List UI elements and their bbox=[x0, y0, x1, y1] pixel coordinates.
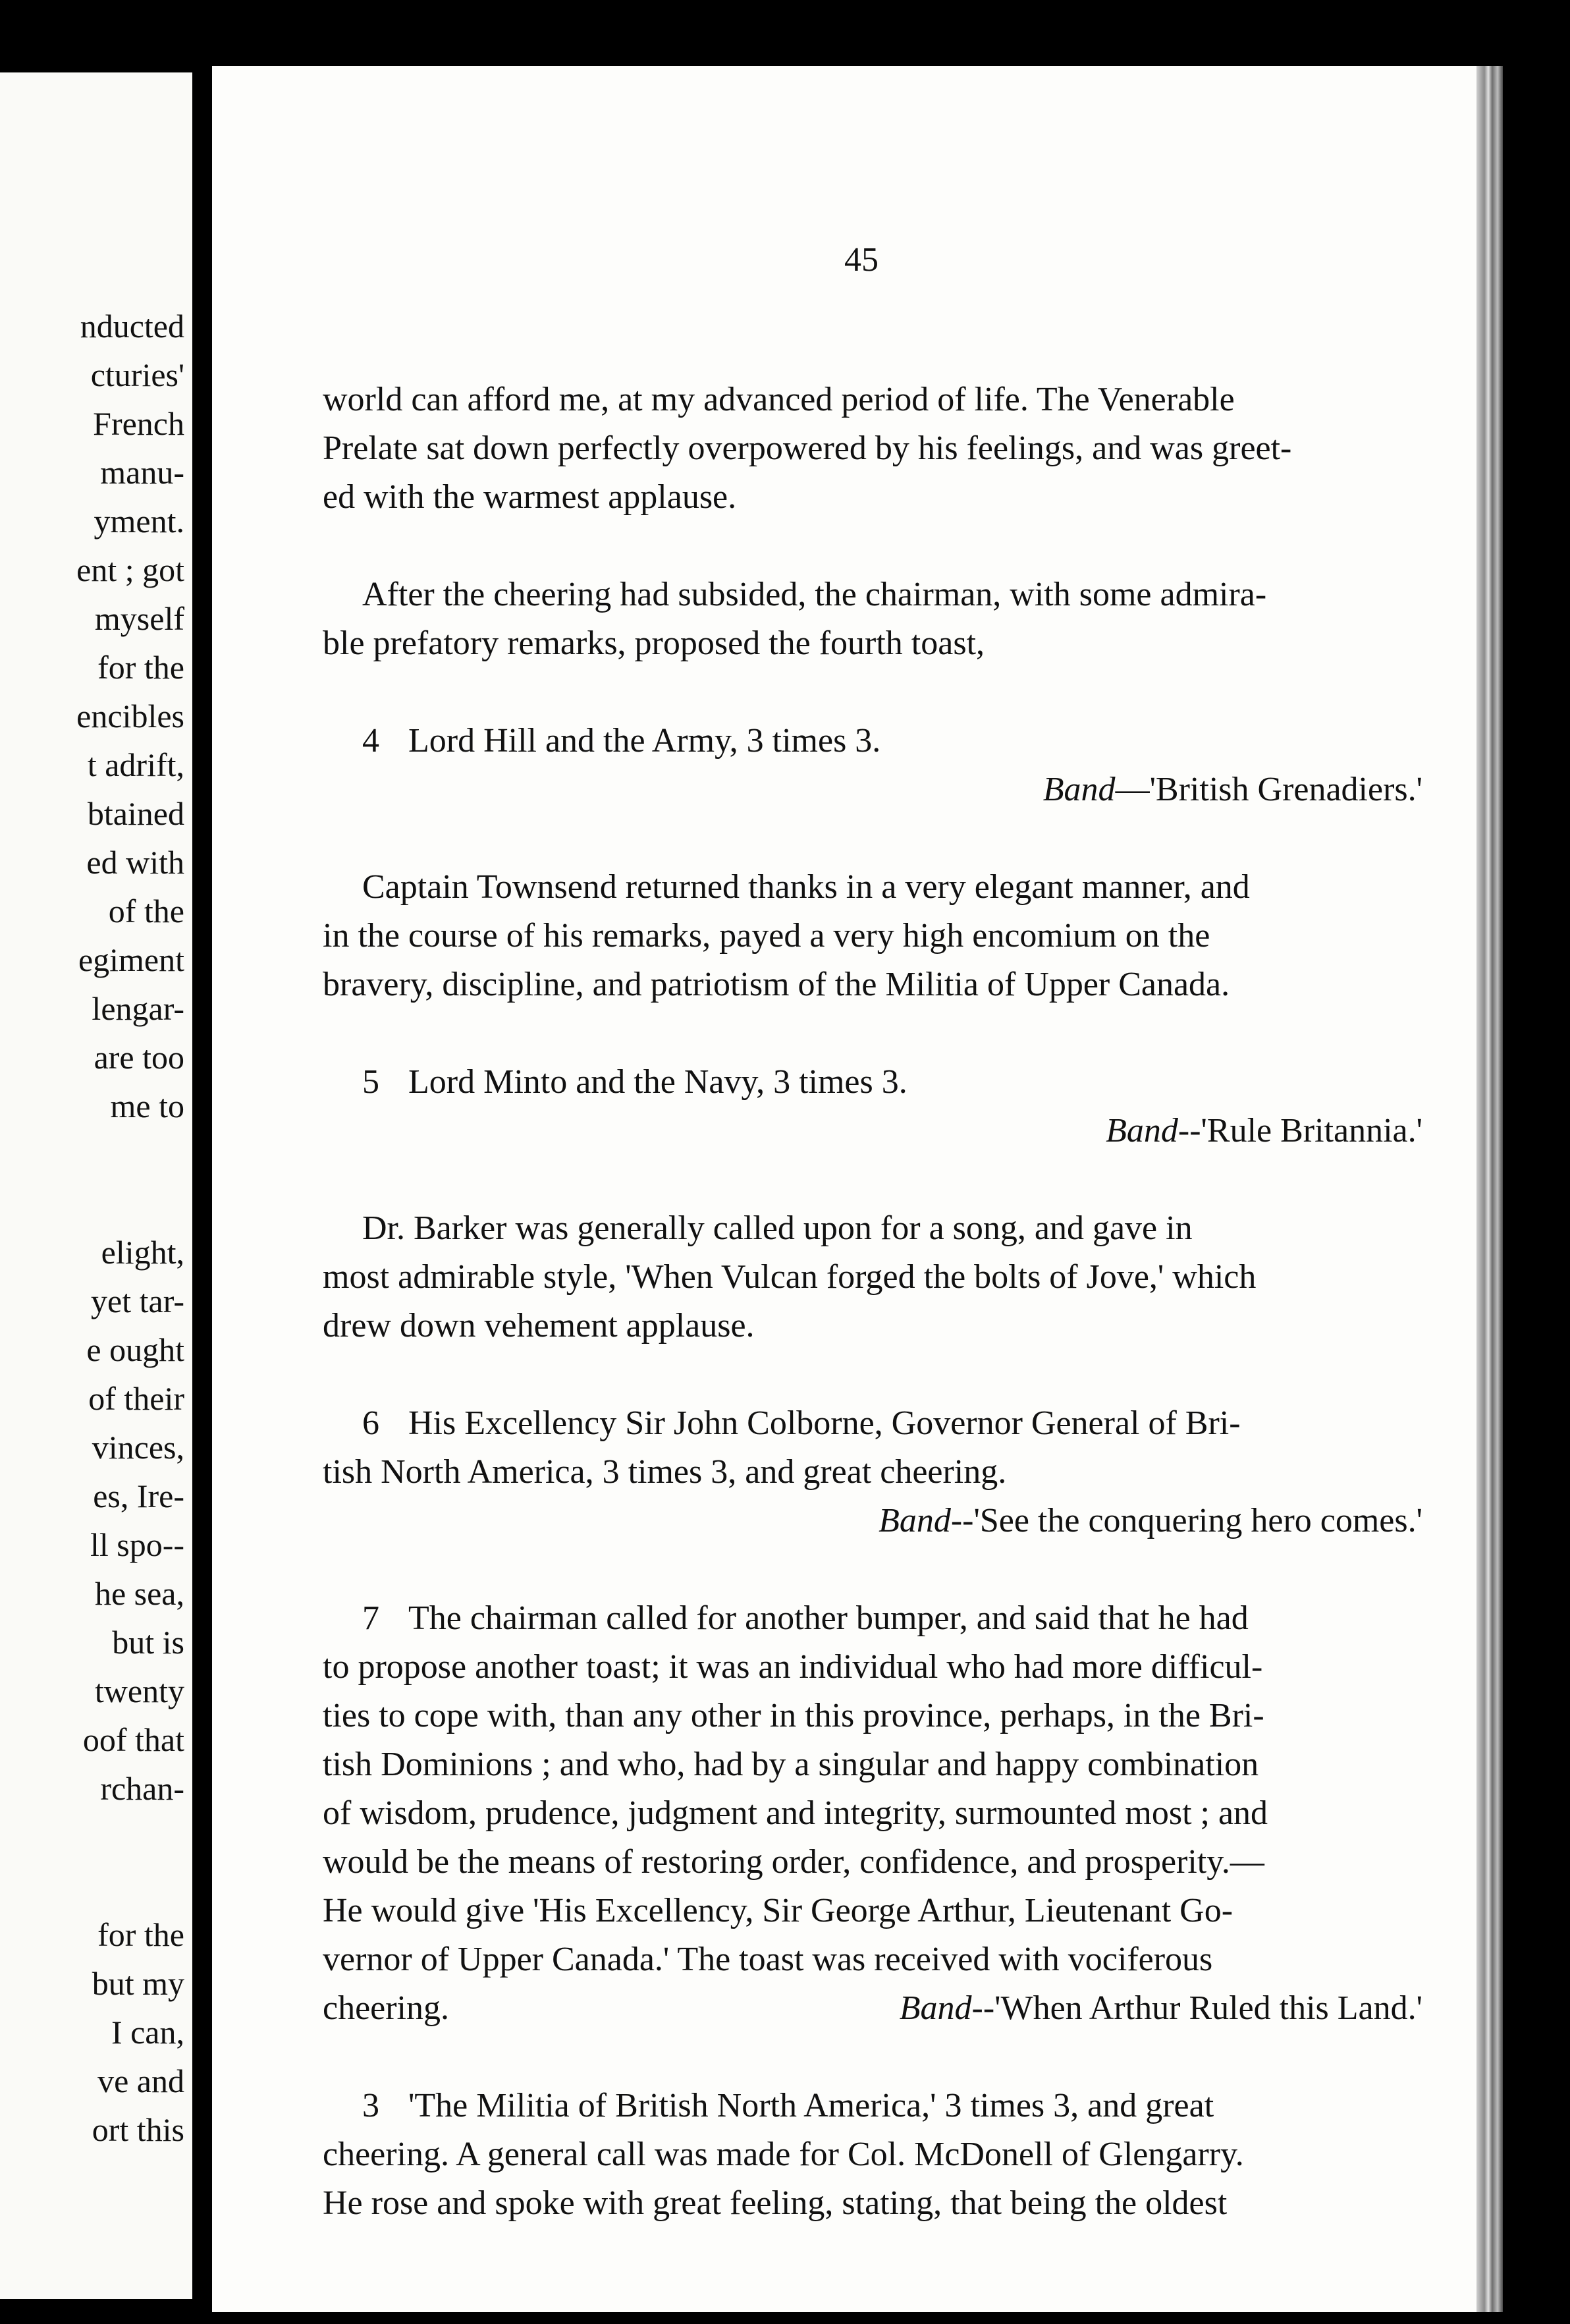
toast-line bbox=[323, 717, 1462, 765]
band-tune: —'British Grenadiers.' bbox=[1115, 771, 1422, 808]
text-line-with-band bbox=[323, 1984, 1462, 2033]
left-page-line: he sea, bbox=[94, 1575, 184, 1612]
page-edge bbox=[1476, 66, 1503, 2312]
toast-6 bbox=[323, 1399, 1462, 1545]
text-line: After the cheering had subsided, the chairman, with some admira- bbox=[362, 576, 1267, 613]
text-line: Captain Townsend returned thanks in a very elegant manner, and bbox=[362, 868, 1250, 906]
left-page-line: ll spo-- bbox=[90, 1526, 184, 1563]
left-page-line: egiment bbox=[78, 941, 184, 978]
left-page-line: of the bbox=[108, 893, 184, 929]
left-page-line: French bbox=[93, 405, 184, 442]
band-line bbox=[900, 1984, 1422, 2033]
text-line: cheering. A general call was made for Col. McDonell of Glengarry. bbox=[323, 2136, 1244, 2173]
page-text bbox=[323, 375, 1462, 2277]
left-page-line: but is bbox=[112, 1624, 184, 1661]
text-line: world can afford me, at my advanced period of life. The Venerable bbox=[323, 381, 1235, 418]
left-page-line: nducted bbox=[80, 308, 184, 345]
band-line bbox=[323, 765, 1462, 814]
band-label: Band bbox=[1042, 771, 1116, 808]
text-line: tish Dominions ; and who, had by a singular and happy combination bbox=[323, 1746, 1259, 1783]
paragraph-venerable-prelate bbox=[323, 375, 1462, 522]
left-page-line: elight, bbox=[101, 1234, 184, 1271]
toast-line bbox=[323, 1399, 1462, 1448]
left-page-line: but my bbox=[92, 1965, 184, 2002]
paragraph-townsend bbox=[323, 863, 1462, 1009]
left-facing-page bbox=[0, 72, 192, 2299]
text-line: Prelate sat down perfectly overpowered by his feelings, and was greet- bbox=[323, 429, 1292, 467]
text-line: ed with the warmest applause. bbox=[323, 478, 737, 516]
left-page-line: for the bbox=[97, 1916, 184, 1953]
text-line: would be the means of restoring order, confidence, and prosperity.— bbox=[323, 1843, 1264, 1881]
band-tune: --'See the conquering hero comes.' bbox=[950, 1502, 1422, 1539]
toast-5 bbox=[323, 1058, 1462, 1155]
toast-text: 'The Militia of British North America,' 3 times 3, and great bbox=[408, 2087, 1214, 2124]
toast-text: The chairman called for another bumper, and said that he had bbox=[408, 1599, 1249, 1637]
left-page-line: ed with bbox=[86, 844, 184, 881]
toast-number: 5 bbox=[362, 1063, 379, 1101]
text-line: bravery, discipline, and patriotism of the Militia of Upper Canada. bbox=[323, 966, 1230, 1003]
left-page-line: yment. bbox=[94, 503, 184, 540]
toast-number: 7 bbox=[362, 1599, 379, 1637]
toast-number: 4 bbox=[362, 722, 379, 760]
toast-line bbox=[323, 2082, 1462, 2130]
text-line: tish North America, 3 times 3, and great cheering. bbox=[323, 1453, 1007, 1491]
toast-line bbox=[323, 1058, 1462, 1107]
left-page-line: of their bbox=[88, 1380, 184, 1417]
text-line: in the course of his remarks, payed a very high encomium on the bbox=[323, 917, 1210, 954]
paragraph-barker bbox=[323, 1204, 1462, 1350]
text-line: He rose and spoke with great feeling, stating, that being the oldest bbox=[323, 2184, 1228, 2222]
band-label: Band bbox=[899, 1989, 972, 2027]
left-page-line: myself bbox=[94, 600, 184, 637]
left-page-line: are too bbox=[94, 1039, 184, 1076]
left-page-line: es, Ire- bbox=[93, 1478, 184, 1514]
band-line bbox=[323, 1497, 1462, 1545]
band-tune: --'When Arthur Ruled this Land.' bbox=[971, 1989, 1422, 2027]
left-page-line: encibles bbox=[76, 698, 184, 734]
text-line: He would give 'His Excellency, Sir George Arthur, Lieutenant Go- bbox=[323, 1892, 1233, 1929]
left-page-line: oof that bbox=[82, 1721, 184, 1758]
left-page-line: ve and bbox=[97, 2062, 184, 2099]
page-number: 45 bbox=[844, 241, 879, 279]
left-page-line: yet tar- bbox=[91, 1283, 184, 1319]
toast-7 bbox=[323, 1594, 1462, 2033]
toast-8 bbox=[323, 2082, 1462, 2228]
left-page-line: e ought bbox=[86, 1331, 184, 1368]
main-page bbox=[212, 66, 1476, 2312]
left-page-line: I can, bbox=[111, 2014, 184, 2051]
left-page-line: me to bbox=[110, 1088, 184, 1124]
left-page-line: ent ; got bbox=[76, 551, 184, 588]
left-page-line: rchan- bbox=[100, 1770, 184, 1807]
band-line bbox=[323, 1107, 1462, 1155]
text-line: ties to cope with, than any other in this province, perhaps, in the Bri- bbox=[323, 1697, 1264, 1734]
left-page-line: cturies' bbox=[90, 356, 184, 393]
left-page-line: lengar- bbox=[92, 990, 184, 1027]
text-line: vernor of Upper Canada.' The toast was received with vociferous bbox=[323, 1941, 1213, 1978]
text-line: ble prefatory remarks, proposed the fourth toast, bbox=[323, 624, 985, 662]
band-tune: --'Rule Britannia.' bbox=[1178, 1112, 1422, 1149]
left-page-line: twenty bbox=[94, 1673, 184, 1709]
toast-line bbox=[323, 1594, 1462, 1643]
text-line: drew down vehement applause. bbox=[323, 1307, 755, 1344]
left-page-line: for the bbox=[97, 649, 184, 686]
left-page-line: t adrift, bbox=[87, 746, 184, 783]
left-page-line: btained bbox=[87, 795, 184, 832]
band-label: Band bbox=[879, 1502, 951, 1539]
toast-text: Lord Hill and the Army, 3 times 3. bbox=[408, 722, 881, 760]
left-page-line: manu- bbox=[100, 454, 184, 491]
text-line: most admirable style, 'When Vulcan forged the bolts of Jove,' which bbox=[323, 1258, 1257, 1296]
paragraph-fourth-toast bbox=[323, 570, 1462, 668]
text-line: of wisdom, prudence, judgment and integrity, surmounted most ; and bbox=[323, 1794, 1268, 1832]
toast-4 bbox=[323, 717, 1462, 814]
toast-text: Lord Minto and the Navy, 3 times 3. bbox=[408, 1063, 907, 1101]
toast-number: 6 bbox=[362, 1404, 379, 1442]
text-line: Dr. Barker was generally called upon for a song, and gave in bbox=[362, 1209, 1193, 1247]
text-line: cheering. bbox=[323, 1989, 450, 2027]
toast-text: His Excellency Sir John Colborne, Governor General of Bri- bbox=[408, 1404, 1241, 1442]
toast-number: 3 bbox=[362, 2087, 379, 2124]
left-page-line: vinces, bbox=[92, 1429, 184, 1466]
band-label: Band bbox=[1106, 1112, 1178, 1149]
left-page-line: ort this bbox=[92, 2111, 184, 2148]
text-line: to propose another toast; it was an individual who had more difficul- bbox=[323, 1648, 1263, 1686]
